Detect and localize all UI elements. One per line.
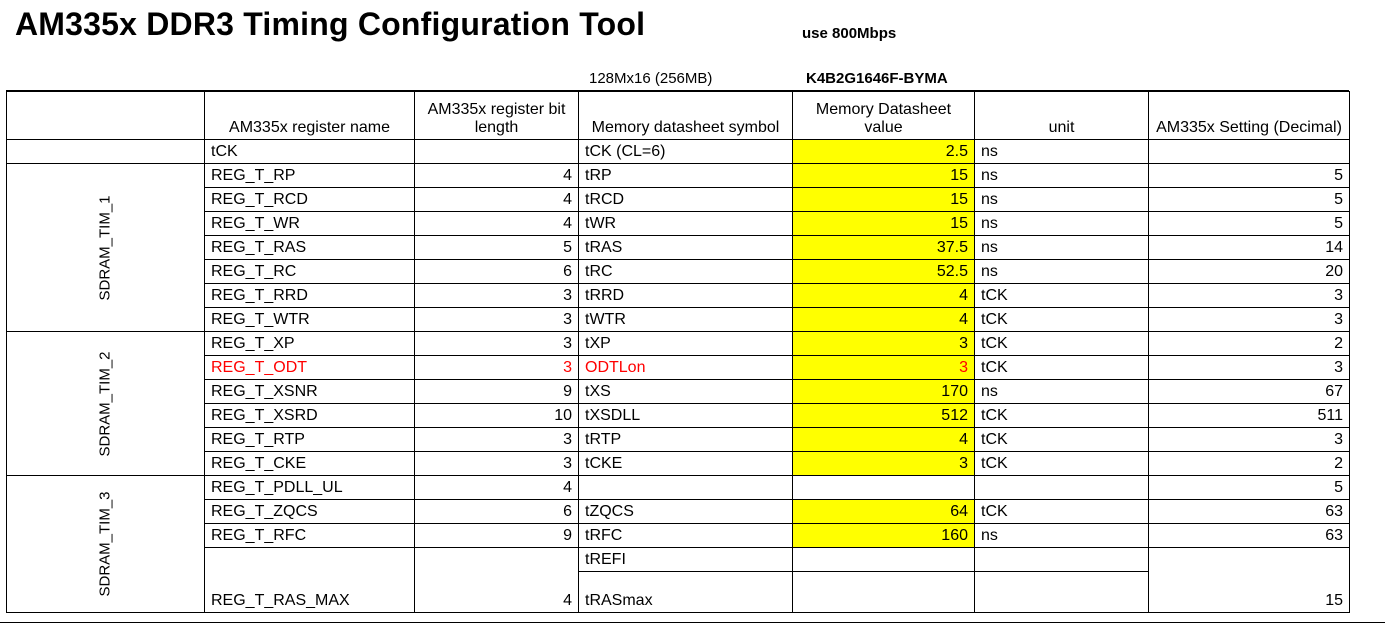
symbol-cell: tRCD [579,188,793,212]
ds-value-cell[interactable]: 2.5 [793,140,975,164]
symbol-cell: tRASmax [579,572,793,613]
setting-cell: 63 [1149,524,1350,548]
reg-name-cell: REG_T_XSRD [205,404,415,428]
ds-value-cell[interactable]: 64 [793,500,975,524]
header-corner [7,92,205,140]
setting-cell: 3 [1149,284,1350,308]
reg-name-cell: tCK [205,140,415,164]
table-row [7,524,1350,548]
header-row [7,92,1350,140]
ds-value-cell[interactable]: 160 [793,524,975,548]
ds-value-cell[interactable]: 4 [793,428,975,452]
bit-length-cell: 4 [415,212,579,236]
unit-cell: ns [975,380,1149,404]
unit-cell: ns [975,140,1149,164]
ds-value-cell [793,476,975,500]
reg-name-cell: REG_T_RAS [205,236,415,260]
table-row [7,476,1350,500]
table-row [7,212,1350,236]
group-label: SDRAM_TIM_3 [96,491,114,597]
bit-length-cell: 3 [415,356,579,380]
group-sdram-tim-2 [7,332,205,476]
reg-name-cell: REG_T_RFC [205,524,415,548]
table-row [7,380,1350,404]
reg-name-cell: REG_T_RC [205,260,415,284]
group-sdram-tim-1 [7,164,205,332]
reg-name-cell: REG_T_RRD [205,284,415,308]
symbol-cell: tWTR [579,308,793,332]
unit-cell: tCK [975,404,1149,428]
header-symbol: Memory datasheet symbol [579,92,793,140]
bit-length-cell: 3 [415,332,579,356]
ds-value-cell[interactable]: 170 [793,380,975,404]
table-row [7,164,1350,188]
table-row [7,236,1350,260]
symbol-cell: tRC [579,260,793,284]
ds-value-cell[interactable]: 15 [793,212,975,236]
reg-name-cell: REG_T_ODT [205,356,415,380]
symbol-cell: tCK (CL=6) [579,140,793,164]
ds-value-cell[interactable]: 3 [793,452,975,476]
table-row [7,284,1350,308]
setting-cell: 15 [1149,548,1350,613]
setting-cell: 2 [1149,452,1350,476]
page-title: AM335x DDR3 Timing Configuration Tool [15,6,646,42]
setting-cell: 5 [1149,164,1350,188]
ds-value-cell[interactable]: 15 [793,164,975,188]
setting-cell: 67 [1149,380,1350,404]
bit-length-cell: 3 [415,452,579,476]
reg-name-cell: REG_T_WTR [205,308,415,332]
setting-cell: 63 [1149,500,1350,524]
reg-name-cell: REG_T_XSNR [205,380,415,404]
table-row [7,188,1350,212]
table-row [7,452,1350,476]
symbol-cell [579,476,793,500]
unit-cell: ns [975,524,1149,548]
bit-length-cell: 10 [415,404,579,428]
setting-cell: 5 [1149,476,1350,500]
table-row-odt [7,356,1350,380]
symbol-cell: tWR [579,212,793,236]
table-row [7,308,1350,332]
setting-cell: 3 [1149,356,1350,380]
reg-name-cell: REG_T_RAS_MAX [205,548,415,613]
symbol-cell: tRP [579,164,793,188]
reg-name-cell: REG_T_CKE [205,452,415,476]
ds-value-cell [793,548,975,572]
unit-cell: tCK [975,308,1149,332]
unit-cell: tCK [975,428,1149,452]
unit-cell [975,476,1149,500]
ds-value-cell[interactable]: 15 [793,188,975,212]
unit-cell [975,548,1149,572]
speed-note: use 800Mbps [802,25,897,42]
symbol-cell: tRAS [579,236,793,260]
bottom-rule [0,622,1385,623]
symbol-cell: tREFI [579,548,793,572]
bit-length-cell: 5 [415,236,579,260]
table-row [7,428,1350,452]
bit-length-cell: 4 [415,188,579,212]
header-bit-length: AM335x register bit length [415,92,579,140]
reg-name-cell: REG_T_RTP [205,428,415,452]
header-ds-value: Memory Datasheet value [793,92,975,140]
reg-name-cell: REG_T_PDLL_UL [205,476,415,500]
ds-value-cell [793,572,975,613]
bit-length-cell: 3 [415,284,579,308]
unit-cell: tCK [975,500,1149,524]
unit-cell: tCK [975,332,1149,356]
setting-cell: 3 [1149,428,1350,452]
setting-cell: 20 [1149,260,1350,284]
group-sdram-tim-3 [7,476,205,613]
setting-cell [1149,140,1350,164]
symbol-cell: tRRD [579,284,793,308]
unit-cell: tCK [975,452,1149,476]
symbol-cell: tCKE [579,452,793,476]
table-row [7,500,1350,524]
symbol-cell: tRTP [579,428,793,452]
unit-cell: ns [975,236,1149,260]
ds-value-cell[interactable]: 4 [793,308,975,332]
unit-cell: ns [975,260,1149,284]
memory-part-number: K4B2G1646F-BYMA [806,70,948,87]
symbol-cell: tRFC [579,524,793,548]
header-reg-name: AM335x register name [205,92,415,140]
bit-length-cell [415,140,579,164]
bit-length-cell: 3 [415,308,579,332]
group-label: SDRAM_TIM_2 [96,350,114,457]
header-unit: unit [975,92,1149,140]
bit-length-cell: 9 [415,380,579,404]
symbol-cell: tXS [579,380,793,404]
unit-cell: ns [975,188,1149,212]
ds-value-cell[interactable]: 3 [793,332,975,356]
bit-length-cell: 4 [415,548,579,613]
unit-cell [975,572,1149,613]
memory-capacity: 128Mx16 (256MB) [589,70,713,87]
setting-cell: 5 [1149,212,1350,236]
bit-length-cell: 6 [415,260,579,284]
setting-cell: 511 [1149,404,1350,428]
bit-length-cell: 9 [415,524,579,548]
header-setting: AM335x Setting (Decimal) [1149,92,1350,140]
table-row [7,332,1350,356]
ds-value-cell[interactable]: 4 [793,284,975,308]
reg-name-cell: REG_T_WR [205,212,415,236]
unit-cell: ns [975,212,1149,236]
table-row [7,140,1350,164]
reg-name-cell: REG_T_XP [205,332,415,356]
bit-length-cell: 6 [415,500,579,524]
group-label: SDRAM_TIM_1 [96,194,114,301]
table-row [7,404,1350,428]
symbol-cell: ODTLon [579,356,793,380]
table-row [7,260,1350,284]
bit-length-cell: 4 [415,476,579,500]
setting-cell: 3 [1149,308,1350,332]
bit-length-cell: 4 [415,164,579,188]
unit-cell: tCK [975,284,1149,308]
setting-cell: 5 [1149,188,1350,212]
symbol-cell: tXSDLL [579,404,793,428]
symbol-cell: tXP [579,332,793,356]
setting-cell: 14 [1149,236,1350,260]
timing-table [6,91,1350,613]
reg-name-cell: REG_T_ZQCS [205,500,415,524]
ds-value-cell[interactable]: 37.5 [793,236,975,260]
reg-name-cell: REG_T_RP [205,164,415,188]
unit-cell: tCK [975,356,1149,380]
ds-value-cell[interactable]: 3 [793,356,975,380]
ds-value-cell[interactable]: 52.5 [793,260,975,284]
symbol-cell: tZQCS [579,500,793,524]
table-row [7,548,1350,572]
unit-cell: ns [975,164,1149,188]
reg-name-cell: REG_T_RCD [205,188,415,212]
ds-value-cell[interactable]: 512 [793,404,975,428]
bit-length-cell: 3 [415,428,579,452]
setting-cell: 2 [1149,332,1350,356]
